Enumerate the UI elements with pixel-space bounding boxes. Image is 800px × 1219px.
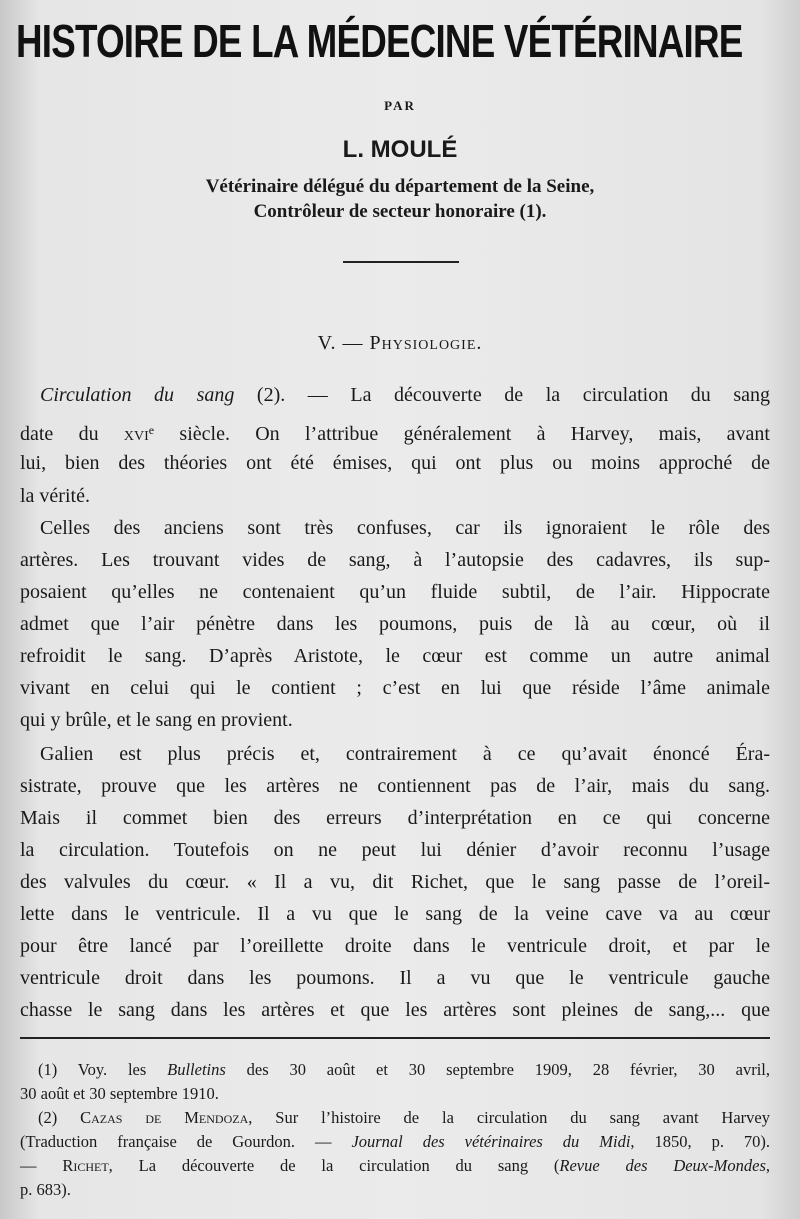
text-span: , Sur l’histoire de la circulation du sang avant Harvey [248,1108,770,1127]
text-span: (Traduction française de Gourdon. — [20,1132,352,1151]
text-line: lette dans le ventricule. Il a vu que le sang de la veine cave va au cœur [20,903,770,925]
century-numeral: xvi [123,423,149,445]
page-title: HISTOIRE DE LA MÉDECINE VÉTÉRINAIRE [16,15,743,67]
author-affiliation-1: Vétérinaire délégué du département de la Seine, [205,176,595,197]
text-line: la circulation. Toutefois on ne peut lui dénier d’avoir reconnu l’usage [20,839,770,861]
text-span: — [20,1156,63,1175]
text-span: date du [20,423,124,445]
text-span: Journal des vétérinaires du Midi [351,1132,631,1151]
text-span: des 30 août et 30 septembre 1909, 28 février, 30 avril, [225,1060,770,1079]
text-line: Mais il commet bien des erreurs d’interprétation en ce qui concerne [20,807,770,829]
footnote-2-cont [20,1156,770,1176]
text-line: lui, bien des théories ont été émises, qui ont plus ou moins approché de [20,452,770,474]
byline-par: PAR [384,98,416,113]
footnote-2-cont: p. 683). [20,1180,71,1199]
text-span: , [765,1156,770,1175]
author-name: L. MOULÉ [342,136,458,163]
text-line: admet que l’air pénètre dans les poumons, puis de là au cœur, où il [20,613,770,635]
text-line: pour être lancé par l’oreillette droite dans le ventricule droit, et par le [20,935,770,957]
cited-author: Richet [62,1156,109,1175]
footnote-1-cont: 30 août et 30 septembre 1910. [20,1084,219,1103]
cited-author: Cazas de Mendoza [80,1108,249,1127]
superscript: e [148,423,155,437]
text-line: chasse le sang dans les artères et que les artères sont pleines de sang,... que [20,999,770,1021]
text-line: Galien est plus précis et, contrairement à ce qu’avait énoncé Éra- [40,743,770,765]
text-line [40,383,770,407]
subsection-title: Circulation du sang [40,384,235,406]
text-span: , La découverte de la circulation du sang ( [108,1156,560,1175]
text-line: posaient qu’elles ne contenaient qu’un fluide subtil, de l’air. Hippocrate [20,581,770,603]
text-span: Bulletins [167,1060,226,1079]
text-span: , 1850, p. 70). [630,1132,771,1151]
section-number: V. — [317,332,364,354]
text-span: siècle. On l’attribue généralement à Harvey, mais, avant [154,423,770,445]
text-line: ventricule droit dans les poumons. Il a vu que le ventricule gauche [20,967,770,989]
footnote-divider [20,1037,770,1039]
footnote-2-cont [20,1132,770,1152]
section-name: Physiologie. [369,332,483,354]
text-line: qui y brûle, et le sang en provient. [20,709,293,731]
title-divider [343,261,459,263]
section-heading [0,332,800,355]
author-affiliation-2: Contrôleur de secteur honoraire (1). [253,201,547,222]
text-line: sistrate, prouve que les artères ne contiennent pas de l’air, mais du sang. [20,775,770,797]
text-span: (2) [38,1108,81,1127]
text-line: la vérité. [20,485,90,507]
text-line: artères. Les trouvant vides de sang, à l’autopsie des cadavres, ils sup- [20,549,770,571]
text-span: (1) Voy. les [38,1060,168,1079]
footnote-1 [38,1060,770,1080]
text-span: Revue des Deux-Mondes [559,1156,766,1175]
text-line: refroidit le sang. D’après Aristote, le cœur est comme un autre animal [20,645,770,667]
text-line: Celles des anciens sont très confuses, car ils ignoraient le rôle des [40,517,770,539]
text-line [20,418,770,446]
text-line: vivant en celui qui le contient ; c’est en lui que réside l’âme animale [20,677,770,699]
text-line: des valvules du cœur. « Il a vu, dit Richet, que le sang passe de l’oreil- [20,871,770,893]
footnote-2 [38,1108,770,1128]
text-span: (2). — La découverte de la circulation du sang [234,384,770,406]
